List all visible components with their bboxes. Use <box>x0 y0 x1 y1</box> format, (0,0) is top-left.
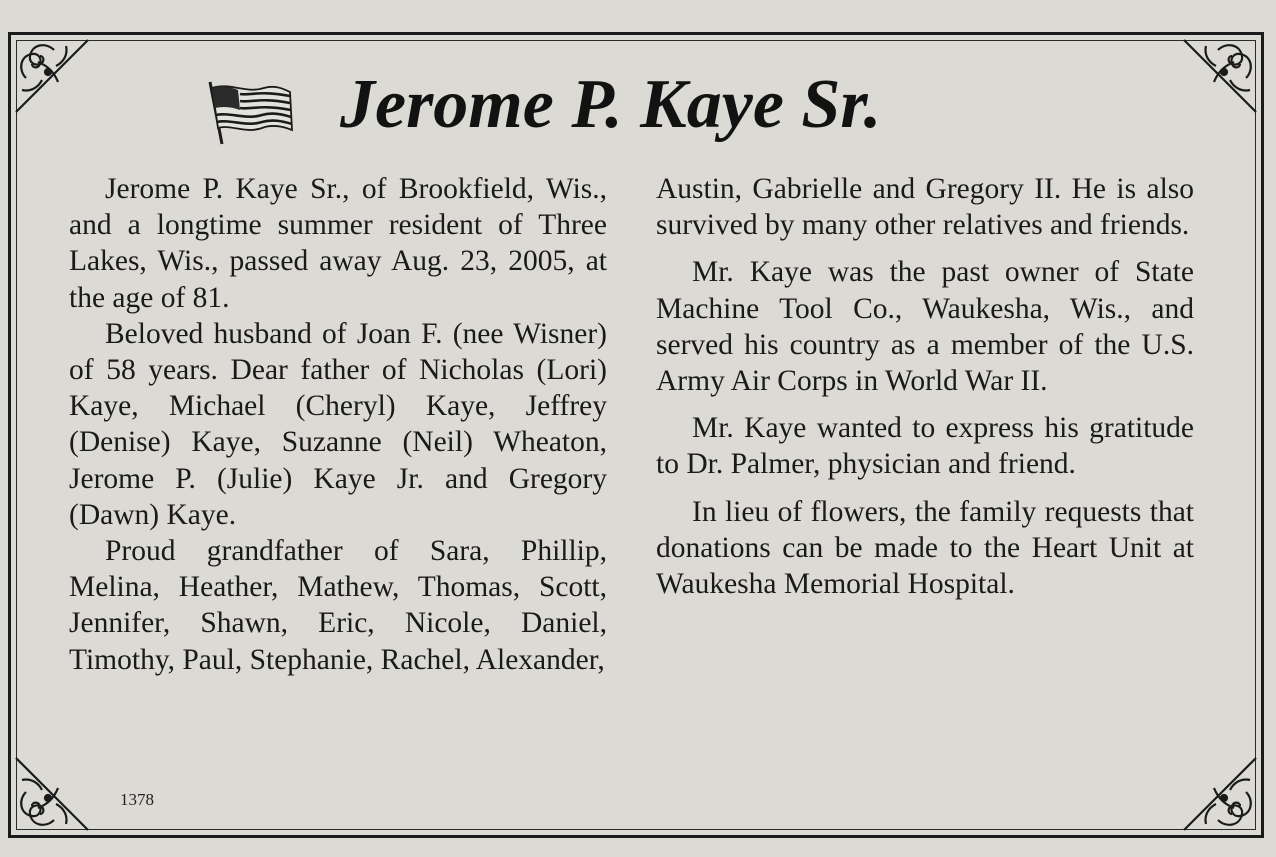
american-flag-icon <box>200 78 296 148</box>
paragraph: In lieu of flowers, the family requests that donations can be made to the Heart Unit at Waukesha Memorial Hospital. <box>656 495 1194 601</box>
paragraph: Jerome P. Kaye Sr., of Brookfield, Wis., and a longtime summer resident of Three Lakes, Wis., passed away Aug. 23, 2005, at the age of 81. <box>69 173 607 314</box>
fleur-de-lis-icon <box>8 32 100 124</box>
paragraph: Mr. Kaye was the past owner of State Machine Tool Co., Waukesha, Wis., and served his country as a member of the U.S. Army Air Corps in World War II. <box>656 256 1194 398</box>
paragraph: Austin, Gabrielle and Gregory II. He is also survived by many other relatives and friends. <box>656 173 1194 242</box>
paragraph: Mr. Kaye wanted to express his gratitude to Dr. Palmer, physician and friend. <box>656 412 1194 481</box>
paragraph: Proud grandfather of Sara, Phillip, Melina, Heather, Mathew, Thomas, Scott, Jennifer, Shawn, Eric, Nicole, Daniel, Timothy, Paul, Stephanie, Rachel, Alexander, <box>69 535 607 676</box>
left-column <box>69 171 607 678</box>
page-title: Jerome P. Kaye Sr. <box>340 66 882 143</box>
fleur-de-lis-icon <box>1172 32 1264 124</box>
paragraph: Beloved husband of Joan F. (nee Wisner) of 58 years. Dear father of Nicholas (Lori) Kaye, Michael (Cheryl) Kaye, Jeffrey (Denise) Kaye, Suzanne (Neil) Wheaton, Jerome P. (Julie) Kaye Jr. and Gregory (Dawn) Kaye. <box>69 317 607 531</box>
right-column <box>656 171 1194 602</box>
reference-code: 1378 <box>120 790 154 809</box>
fleur-de-lis-icon <box>8 746 100 838</box>
fleur-de-lis-icon <box>1172 746 1264 838</box>
